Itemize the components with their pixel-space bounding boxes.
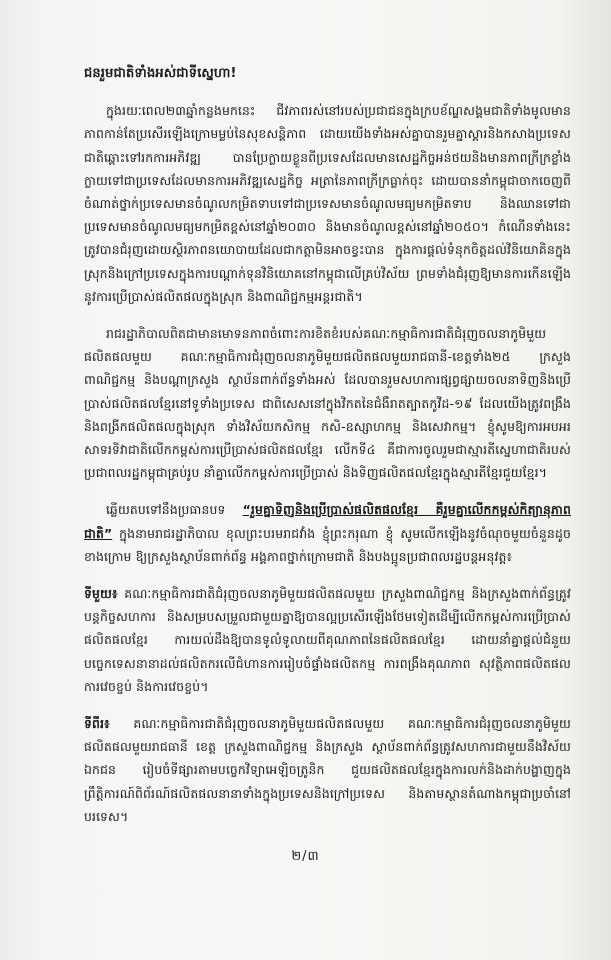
point-one-text: គណៈកម្មាធិការជាតិជំរុញចលនាភូមិមួយផលិតផលមួយ ក្រសួងពាណិជ្ជកម្ម និងក្រសួងពាក់ព័ន្ធត្រូវបន្តកិច្ចសហការ និងសម្របសម្រួលជាមួយគ្នាឱ្យបានល្អប្រសើរឡើងថែមទៀតដើម្បីលើកកម្ពស់ការប្រើប្រាស់ផលិតផលខ្មែរ ការយល់ដឹងឱ្យបានទូលំទូលាយពីគុណភាពនៃផលិតផលខ្មែរ ដោយនាំគ្នាផ្តល់ជំនួយបច្ចេកទេសនានាដល់ផលិតករលើជំហានការរៀបចំផ្ទាំងផលិតកម្ម ការពង្រឹងគុណភាព សុវត្ថិភាពផលិតផល ការវេចខ្ចប់ និងការវេចខ្ចប់។ xyxy=(84,586,571,694)
salutation-line: ជនរួមជាតិទាំងអស់ជាទីស្នេហា! xyxy=(84,66,237,81)
point-one-label: ទីមួយ៖ xyxy=(84,586,118,602)
theme-followup-text: ក្នុងនាមរាជរដ្ឋាភិបាល ខុលព្រះបរមរាជវាំង ខ្ញុំព្រះករុណា ខ្ញុំ សូមលើកឡើងនូវចំណុចមួយចំនួនដូចខាងក្រោម ឱ្យក្រសួងស្ថាប័នពាក់ព័ន្ធ អង្គភាពថ្នាក់ក្រោមជាតិ និងបងប្អូនប្រជាពលរដ្ឋបន្តអនុវត្ត៖ xyxy=(84,525,571,564)
paragraph-theme-response xyxy=(84,498,571,568)
point-two-label: ទីពីរ៖ xyxy=(84,716,110,732)
paragraph-government-pride: រាជរដ្ឋាភិបាលពិតជាមានមោទនភាពចំពោះការខិតខំរបស់គណៈកម្មាធិការជាតិជំរុញចលនាភូមិមួយផលិតផលមួយ គណៈកម្មាធិការជំរុញចលនាភូមិមួយផលិតផលមួយរាជធានី-ខេត្តទាំង២៥ ក្រសួងពាណិជ្ជកម្ម និងបណ្តាក្រសួង ស្ថាប័នពាក់ព័ន្ធទាំងអស់ ដែលបានរួមសហការផ្សព្វផ្សាយចលនាទិញនិងប្រើប្រាស់ផលិតផលខ្មែរនៅទូទាំងប្រទេស ជាពិសេសនៅក្នុងវិកតនៃជំងឺរាតត្បាតកូវីដ-១៩ ដែលយើងត្រូវពង្រឹងនិងពង្រីកផលិតផលក្នុងស្រុក ទាំងវិស័យកសិកម្ម កសិ-ឧស្សាហកម្ម និងសេវាកម្ម។ ខ្ញុំសូមឱ្យការអបអរសាទរទិវាជាតិលើកកម្ពស់ការប្រើប្រាស់ផលិតផលខ្មែរ លើកទី៤ គឺជាការចូលរួមជាស្មារតីស្នេហាជាតិរបស់ប្រជាពលរដ្ឋកម្ពុជាគ្រប់រូប នាំគ្នាលើកកម្ពស់ការប្រើប្រាស់ និងទិញផលិតផលខ្មែរក្នុងស្មារតីខ្មែរជួយខ្មែរ។ xyxy=(84,326,571,481)
paragraph-point-one xyxy=(84,582,571,698)
page-number: ២/៣ xyxy=(291,849,320,864)
theme-intro-text: ឆ្លើយតបទៅនឹងប្រធានបទ xyxy=(106,502,243,518)
theme-slogan: “រួមគ្នាទិញនិងប្រើប្រាស់ផលិតផលខ្មែរ គឺរួមគ្នាលើកកម្ពស់កិត្យានុភាពជាតិ” xyxy=(84,502,571,541)
paragraph-development: ក្នុងរយៈពេល២៣ឆ្នាំកន្លងមកនេះ ជីវភាពរស់នៅរបស់ប្រជាជនក្នុងក្របខ័ណ្ឌសង្គមជាតិទាំងមូលមានភាពកាន់តែប្រសើរឡើងក្រោមម្លប់នៃសុខសន្តិភាព ដោយយើងទាំងអស់គ្នាបានរួមគ្នាស្តារនិងកសាងប្រទេសជាតិឆ្ពោះទៅរកការអភិវឌ្ឍ បានប្រែក្លាយខ្លួនពីប្រទេសដែលមានសេដ្ឋកិច្ចអន់ថយនិងមានភាពក្រីក្រខ្លាំង ក្លាយទៅជាប្រទេសដែលមានការអភិវឌ្ឍសេដ្ឋកិច្ច អត្រានៃភាពក្រីក្រធ្លាក់ចុះ ដោយបាននាំកម្ពុជាចាកចេញពីចំណាត់ថ្នាក់ប្រទេសមានចំណូលកម្រិតទាបទៅជាប្រទេសមានចំណូលមធ្យមកម្រិតទាប និងឈានទៅជាប្រទេសមានចំណូលមធ្យមកម្រិតខ្ពស់នៅឆ្នាំ២០៣០ និងមានចំណូលខ្ពស់នៅឆ្នាំ២០៥០។ កំណើនទាំងនេះត្រូវបានជំរុញដោយស្ថិរភាពនយោបាយដែលជាកត្តាមិនអាចខ្វះបាន ក្នុងការផ្តល់ទំនុកចិត្តដល់វិនិយោគិនក្នុងស្រុកនិងក្រៅប្រទេសក្នុងការបណ្តាក់ទុនវិនិយោគនៅកម្ពុជាលើគ្រប់វិស័យ ព្រមទាំងជំរុញឱ្យមានការកើនឡើងនូវការប្រើប្រាស់ផលិតផលក្នុងស្រុក និងពាណិជ្ជកម្មអន្តរជាតិ។ xyxy=(84,103,571,304)
point-two-text: គណៈកម្មាធិការជាតិជំរុញចលនាភូមិមួយផលិតផលមួយ គណៈកម្មាធិការជំរុញចលនាភូមិមួយផលិតផលមួយរាជធានី ខេត្ត ក្រសួងពាណិជ្ជកម្ម និងក្រសួង ស្ថាប័នពាក់ព័ន្ធត្រូវសហការជាមួយនឹងវិស័យឯកជន រៀបចំទីផ្សារតាមបច្ចេកវិទ្យាអេឡិចត្រូនិក ជួយផលិតផលខ្មែរក្នុងការលក់និងដាក់បង្ហាញក្នុងព្រឹត្តិការណ៍ពិព័រណ៍ផលិតផលនានាទាំងក្នុងប្រទេសនិងក្រៅប្រទេស និងតាមស្ថានតំណាងកម្ពុជាប្រចាំនៅបរទេស។ xyxy=(84,716,571,824)
paragraph-point-two xyxy=(84,712,571,828)
